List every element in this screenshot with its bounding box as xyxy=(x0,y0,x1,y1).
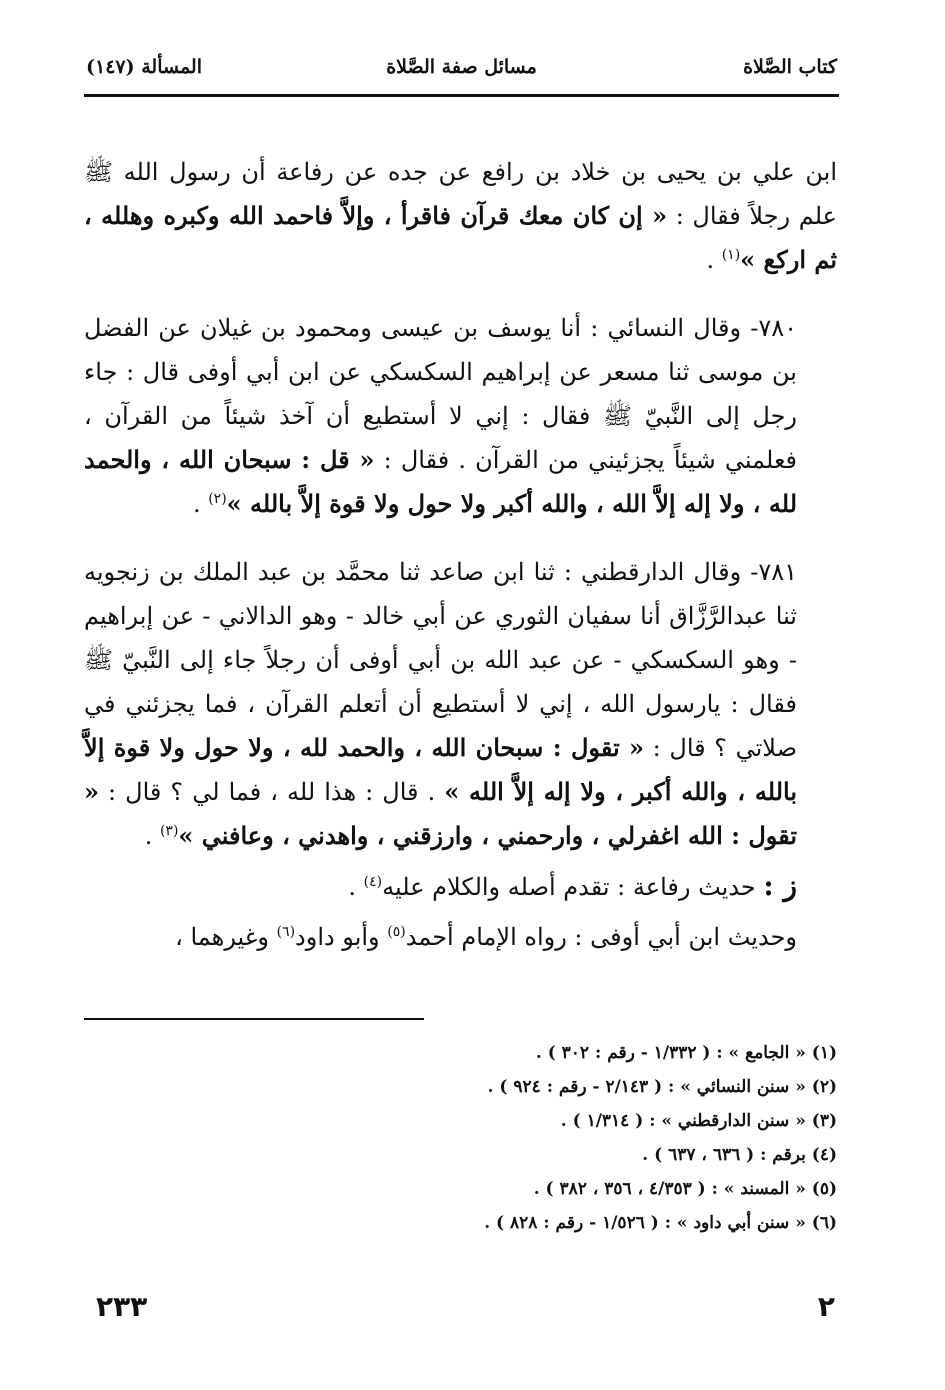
paragraph-ibn-abi-awfa xyxy=(84,915,837,959)
footnote-ref: (٢) xyxy=(208,491,227,507)
text-plain: وحديث ابن أبي أوفى : رواه الإمام أحمد xyxy=(405,923,797,951)
header-issue-number: المسألة (١٤٧) xyxy=(86,56,202,78)
hadith-quote: « إن كان معك قرآن فاقرأ ، وإلاَّ فاحمد الله وكبره وهلله ، ثم اركع » xyxy=(84,201,837,274)
text-end: . xyxy=(144,822,160,850)
footnote-ref: (٤) xyxy=(363,874,383,890)
text-plain: وأبو داود xyxy=(295,923,388,951)
running-header xyxy=(86,52,837,92)
text-plain: حديث رفاعة : تقدم أصله والكلام عليه xyxy=(382,873,764,901)
paragraph-rifaa-hadith xyxy=(84,150,837,282)
commentary-mark: ز : xyxy=(763,869,797,902)
header-book-title: كتاب الصَّلاة xyxy=(743,56,837,78)
text-end: . xyxy=(192,490,209,518)
paragraph-commentary xyxy=(84,864,837,909)
footnotes xyxy=(84,1036,837,1240)
text-plain: ٧٨١- وقال الدارقطني : ثنا ابن صاعد ثنا محمَّد بن عبد الملك بن زنجويه ثنا عبدالرَّزَّاق أنا سفيان الثوري عن أبي خالد - وهو الدالاني - عن إبراهيم - وهو السكسكي - عن عبد الله بن أبي أوفى أن رجلاً جاء إلى النَّبيّ ﷺ فقال : يارسول الله ، إني لا أستطيع أن أتعلم القرآن ، فما يجزئني في صلاتي ؟ قال : xyxy=(84,558,798,762)
header-chapter-title: مسائل صفة الصَّلاة xyxy=(386,56,537,78)
header-rule xyxy=(84,94,839,97)
footnote-item: (١) « الجامع » : ( ١/٣٣٢ - رقم : ٣٠٢ ) . xyxy=(535,1043,837,1063)
text-end: . xyxy=(348,873,364,901)
text-mid: . قال : هذا لله ، فما لي ؟ قال : xyxy=(99,778,445,806)
footnote-ref: (٦) xyxy=(276,924,296,940)
footnote-item: (٢) « سنن النسائي » : ( ٢/١٤٣ - رقم : ٩٢٤ ) . xyxy=(487,1077,837,1097)
signature-mark: ٢ xyxy=(817,1290,835,1323)
footnote-ref: (٥) xyxy=(387,924,406,940)
page-number: ٢٣٣ xyxy=(96,1290,148,1323)
text-plain: ٧٨٠- وقال النسائي : أنا يوسف بن عيسى ومحمود بن غيلان عن الفضل بن موسى ثنا مسعر عن إبراهيم السكسكي عن ابن أبي أوفى قال : جاء رجل إلى النَّبيّ ﷺ فقال : إني لا أستطيع أن آخذ شيئاً من القرآن ، فعلمني شيئاً يجزئيني من القرآن . فقال : xyxy=(84,314,797,474)
footnote-rule xyxy=(84,1018,424,1020)
text-plain: ابن علي بن يحيى بن خلاد بن رافع عن جده عن رفاعة أن رسول الله ﷺ علم رجلاً فقال : xyxy=(84,158,837,230)
text-plain: وغيرهما ، xyxy=(175,923,277,951)
hadith-quote: « تقول : سبحان الله ، والحمد لله ، ولا حول ولا قوة إلاَّ بالله ، والله أكبر ، ولا إله إلاَّ الله » xyxy=(84,733,797,806)
paragraph-781 xyxy=(84,550,837,858)
footnote-item: (٥) « المسند » : ( ٤/٣٥٣ ، ٣٥٦ ، ٣٨٢ ) . xyxy=(533,1179,837,1199)
footnote-ref: (١) xyxy=(721,247,741,263)
hadith-quote: « تقول : الله اغفرلي ، وارحمني ، وارزقني ، واهدني ، وعافني » xyxy=(84,777,797,850)
paragraph-780 xyxy=(84,306,837,526)
footnote-ref: (٣) xyxy=(159,823,179,839)
text-end: . xyxy=(706,246,722,274)
footnote-item: (٤) برقم : ( ٦٣٦ ، ٦٣٧ ) . xyxy=(642,1145,837,1165)
footnote-item: (٣) « سنن الدارقطني » : ( ١/٣١٤ ) . xyxy=(560,1111,837,1131)
footnote-item: (٦) « سنن أبي داود » : ( ١/٥٢٦ - رقم : ٨٢٨ ) . xyxy=(484,1213,837,1233)
main-text xyxy=(84,150,837,983)
hadith-quote: « قل : سبحان الله ، والحمد لله ، ولا إله إلاَّ الله ، والله أكبر ولا حول ولا قوة إلاَّ بالله » xyxy=(84,445,797,518)
